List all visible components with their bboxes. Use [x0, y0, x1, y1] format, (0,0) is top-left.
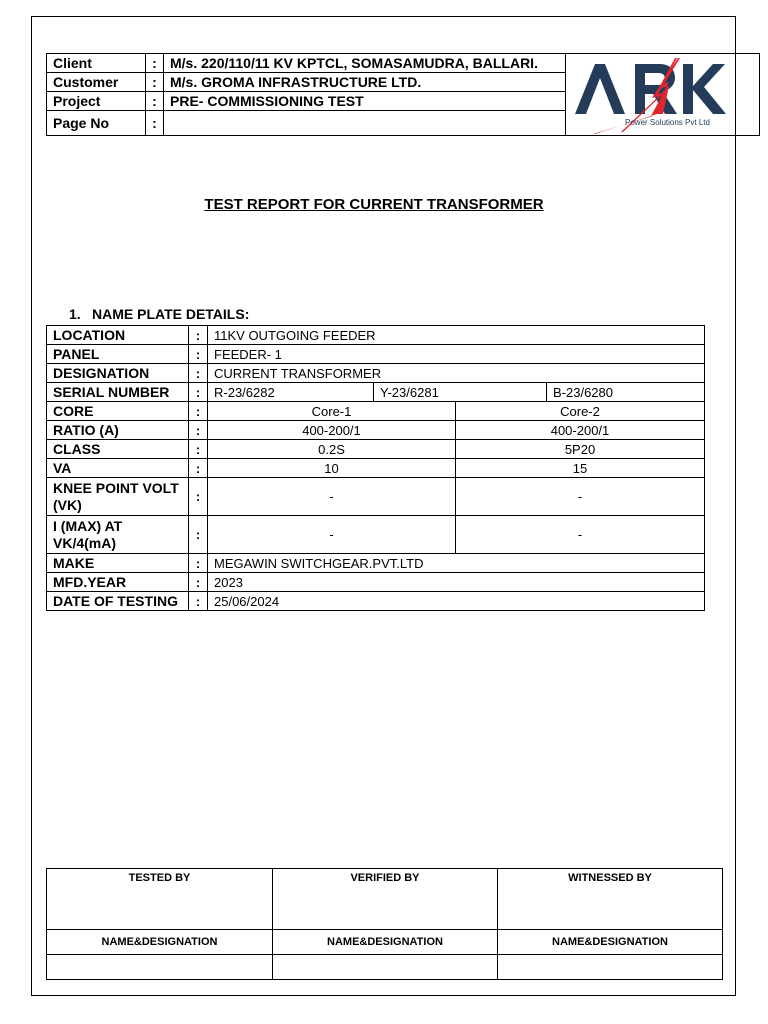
colon: :	[189, 573, 208, 592]
colon: :	[146, 73, 164, 92]
knee-point-label: KNEE POINT VOLT (VK)	[47, 478, 189, 516]
make-value: MEGAWIN SWITCHGEAR.PVT.LTD	[208, 554, 705, 573]
class-core1-value: 0.2S	[208, 440, 456, 459]
make-label: MAKE	[47, 554, 189, 573]
name-entry-cell	[498, 955, 723, 980]
name-designation-label: NAME&DESIGNATION	[47, 930, 273, 955]
location-value: 11KV OUTGOING FEEDER	[208, 326, 705, 345]
ratio-core2-value: 400-200/1	[456, 421, 705, 440]
verified-by-label: VERIFIED BY	[273, 869, 498, 930]
company-logo-box	[565, 53, 760, 136]
witnessed-by-label: WITNESSED BY	[498, 869, 723, 930]
client-label: Client	[47, 54, 146, 73]
name-designation-label: NAME&DESIGNATION	[273, 930, 498, 955]
colon: :	[189, 326, 208, 345]
report-title: TEST REPORT FOR CURRENT TRANSFORMER	[204, 196, 544, 213]
customer-label: Customer	[47, 73, 146, 92]
va-core1-value: 10	[208, 459, 456, 478]
signature-table	[46, 868, 723, 980]
table-row	[47, 364, 705, 383]
customer-value: M/s. GROMA INFRASTRUCTURE LTD.	[164, 73, 566, 92]
tested-by-label: TESTED BY	[47, 869, 273, 930]
colon: :	[146, 111, 164, 136]
class-label: CLASS	[47, 440, 189, 459]
colon: :	[189, 459, 208, 478]
colon: :	[146, 54, 164, 73]
colon: :	[189, 478, 208, 516]
panel-value: FEEDER- 1	[208, 345, 705, 364]
serial-b-value: B-23/6280	[547, 383, 705, 402]
mfd-year-label: MFD.YEAR	[47, 573, 189, 592]
client-value: M/s. 220/110/11 KV KPTCL, SOMASAMUDRA, BALLARI.	[164, 54, 566, 73]
imax-core2-value: -	[456, 516, 705, 554]
ark-logo-icon	[565, 54, 759, 137]
core1-value: Core-1	[208, 402, 456, 421]
colon: :	[189, 364, 208, 383]
serial-r-value: R-23/6282	[208, 383, 374, 402]
serial-y-value: Y-23/6281	[374, 383, 547, 402]
section-title: NAME PLATE DETAILS:	[92, 306, 250, 322]
serial-label: SERIAL NUMBER	[47, 383, 189, 402]
colon: :	[189, 592, 208, 611]
table-row	[47, 516, 705, 554]
header-row-client	[47, 54, 566, 73]
table-row	[47, 421, 705, 440]
name-entry-row	[47, 955, 723, 980]
colon: :	[189, 440, 208, 459]
header-row-page-no	[47, 111, 566, 136]
class-core2-value: 5P20	[456, 440, 705, 459]
ratio-label: RATIO (A)	[47, 421, 189, 440]
signature-row	[47, 869, 723, 930]
header-row-project	[47, 92, 566, 111]
nameplate-table	[46, 325, 705, 611]
colon: :	[189, 421, 208, 440]
colon: :	[189, 516, 208, 554]
colon: :	[146, 92, 164, 111]
name-designation-label: NAME&DESIGNATION	[498, 930, 723, 955]
logo-tagline: Power Solutions Pvt Ltd	[625, 118, 710, 127]
report-header	[46, 53, 760, 136]
project-label: Project	[47, 92, 146, 111]
imax-label: I (MAX) AT VK/4(mA)	[47, 516, 189, 554]
ratio-core1-value: 400-200/1	[208, 421, 456, 440]
table-row	[47, 326, 705, 345]
colon: :	[189, 554, 208, 573]
table-row	[47, 478, 705, 516]
project-value: PRE- COMMISSIONING TEST	[164, 92, 566, 111]
table-row	[47, 459, 705, 478]
designation-row	[47, 930, 723, 955]
colon: :	[189, 345, 208, 364]
colon: :	[189, 402, 208, 421]
header-info-table	[46, 53, 566, 136]
date-of-testing-label: DATE OF TESTING	[47, 592, 189, 611]
va-core2-value: 15	[456, 459, 705, 478]
table-row	[47, 402, 705, 421]
designation-label: DESIGNATION	[47, 364, 189, 383]
core-label: CORE	[47, 402, 189, 421]
page-no-label: Page No	[47, 111, 146, 136]
mfd-year-value: 2023	[208, 573, 705, 592]
table-row	[47, 592, 705, 611]
knee-core1-value: -	[208, 478, 456, 516]
knee-core2-value: -	[456, 478, 705, 516]
section-heading	[69, 306, 249, 322]
table-row	[47, 573, 705, 592]
core2-value: Core-2	[456, 402, 705, 421]
page-no-value	[164, 111, 566, 136]
designation-value: CURRENT TRANSFORMER	[208, 364, 705, 383]
table-row	[47, 440, 705, 459]
name-entry-cell	[47, 955, 273, 980]
table-row	[47, 383, 705, 402]
date-of-testing-value: 25/06/2024	[208, 592, 705, 611]
header-row-customer	[47, 73, 566, 92]
imax-core1-value: -	[208, 516, 456, 554]
name-entry-cell	[273, 955, 498, 980]
colon: :	[189, 383, 208, 402]
table-row	[47, 554, 705, 573]
table-row	[47, 345, 705, 364]
section-number: 1.	[69, 306, 81, 322]
va-label: VA	[47, 459, 189, 478]
location-label: LOCATION	[47, 326, 189, 345]
panel-label: PANEL	[47, 345, 189, 364]
